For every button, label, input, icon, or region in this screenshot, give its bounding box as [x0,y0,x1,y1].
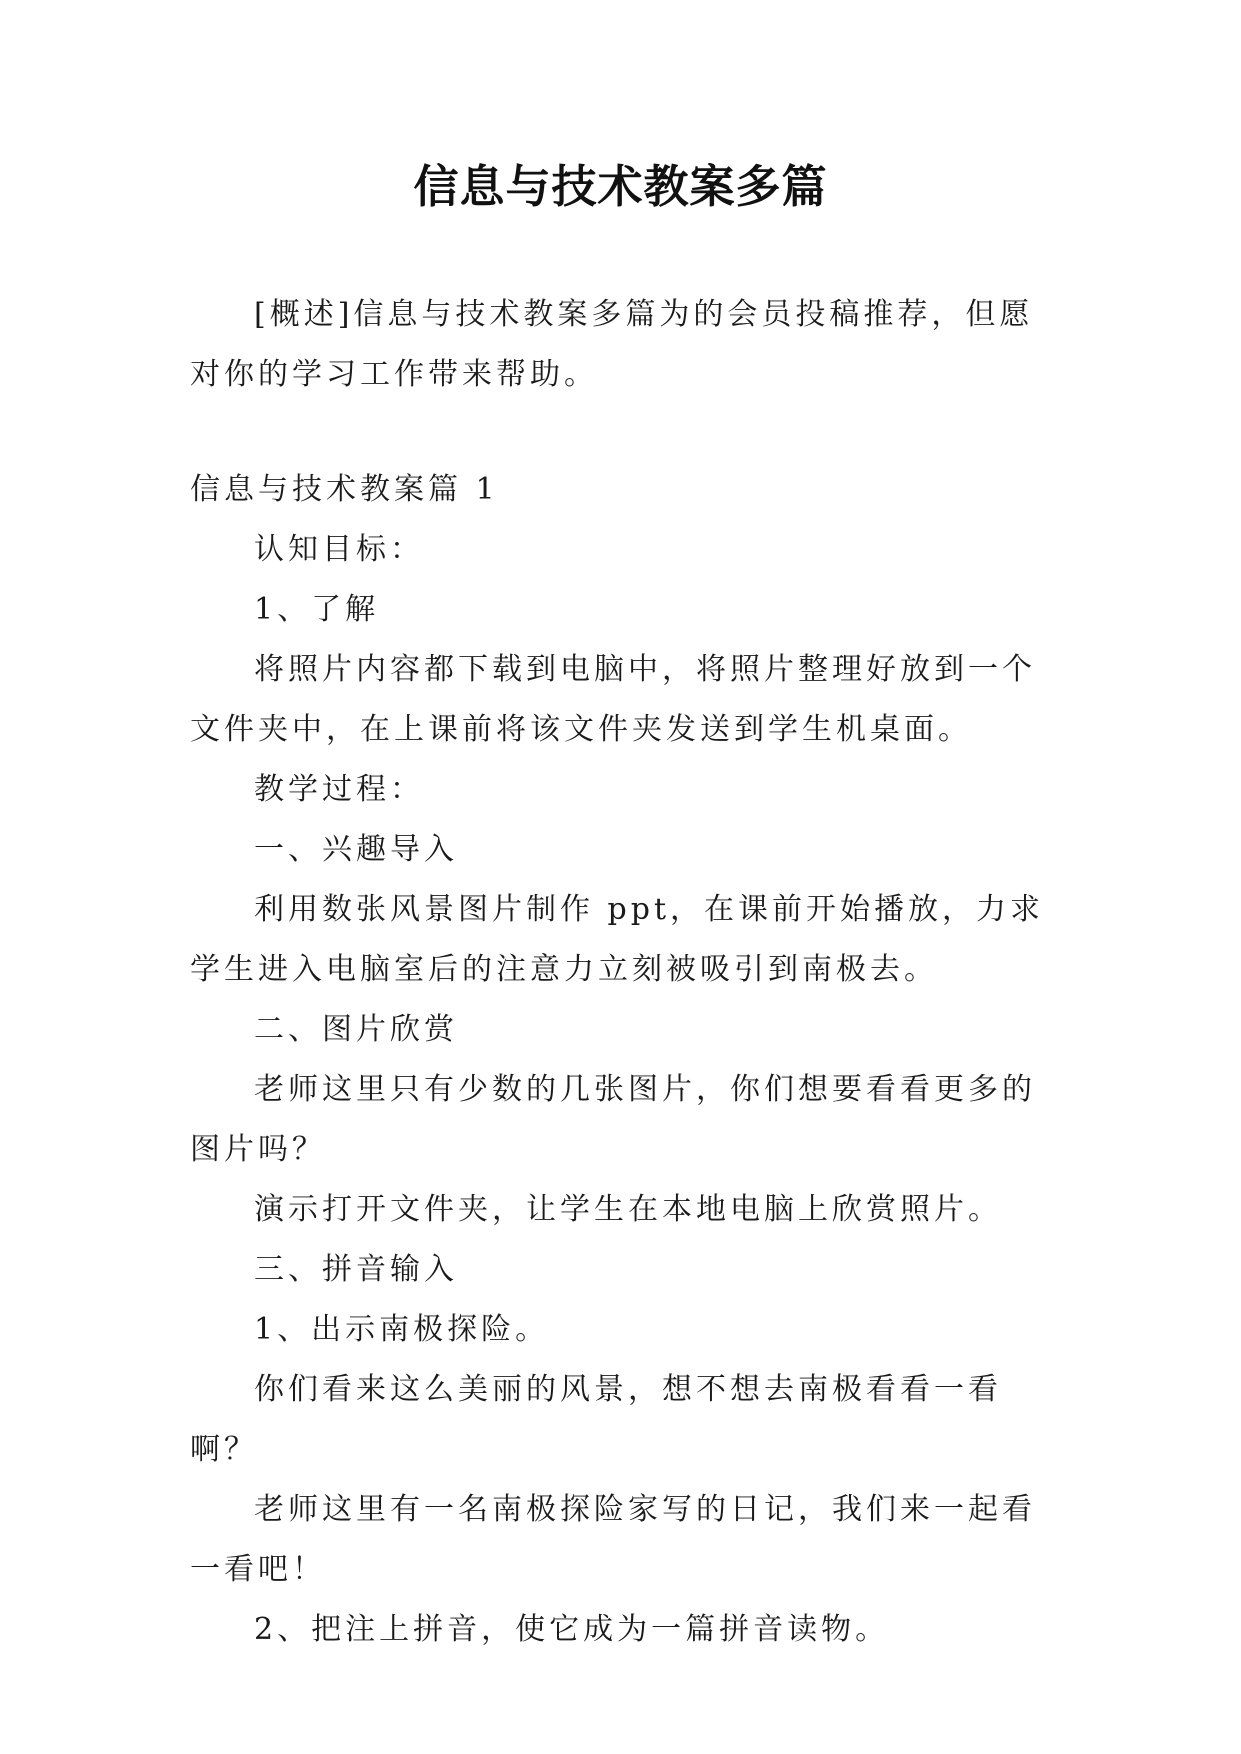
section-body [190,460,1050,1660]
paragraph-explorer-diary: 老师这里有一名南极探险家写的日记，我们来一起看一看吧！ [190,1492,1036,1587]
section-heading: 信息与技术教案篇 1 [190,472,499,507]
paragraph-ppt: 利用数张风景图片制作 ppt，在课前开始播放，力求学生进入电脑室后的注意力立刻被吸引到南极去。 [190,892,1044,987]
summary-block [190,285,1050,405]
document-title: 信息与技术教案多篇 [413,160,828,213]
paragraph-antarctic: 1、出示南极探险。 [254,1312,550,1347]
paragraph-teaching-process: 教学过程： [254,772,424,807]
paragraph-pinyin-reading: 2、把注上拼音，使它成为一篇拼音读物。 [254,1612,890,1647]
paragraph-cognitive-goal: 认知目标： [254,532,424,567]
paragraph-understand: 1、了解 [254,592,380,627]
paragraph-teacher-pictures: 老师这里只有少数的几张图片，你们想要看看更多的图片吗？ [190,1072,1036,1167]
paragraph-picture-appreciation: 二、图片欣赏 [254,1012,458,1047]
summary-paragraph: [概述]信息与技术教案多篇为的会员投稿推荐，但愿对你的学习工作带来帮助。 [190,297,1034,392]
paragraph-scenery-question: 你们看来这么美丽的风景，想不想去南极看看一看啊？ [190,1372,1002,1467]
paragraph-demo-folder: 演示打开文件夹，让学生在本地电脑上欣赏照片。 [254,1192,1002,1227]
paragraph-photo-prep: 将照片内容都下载到电脑中，将照片整理好放到一个文件夹中，在上课前将该文件夹发送到学生机桌面。 [190,652,1036,747]
paragraph-pinyin-input: 三、拼音输入 [254,1252,458,1287]
paragraph-interest-intro: 一、兴趣导入 [254,832,458,867]
